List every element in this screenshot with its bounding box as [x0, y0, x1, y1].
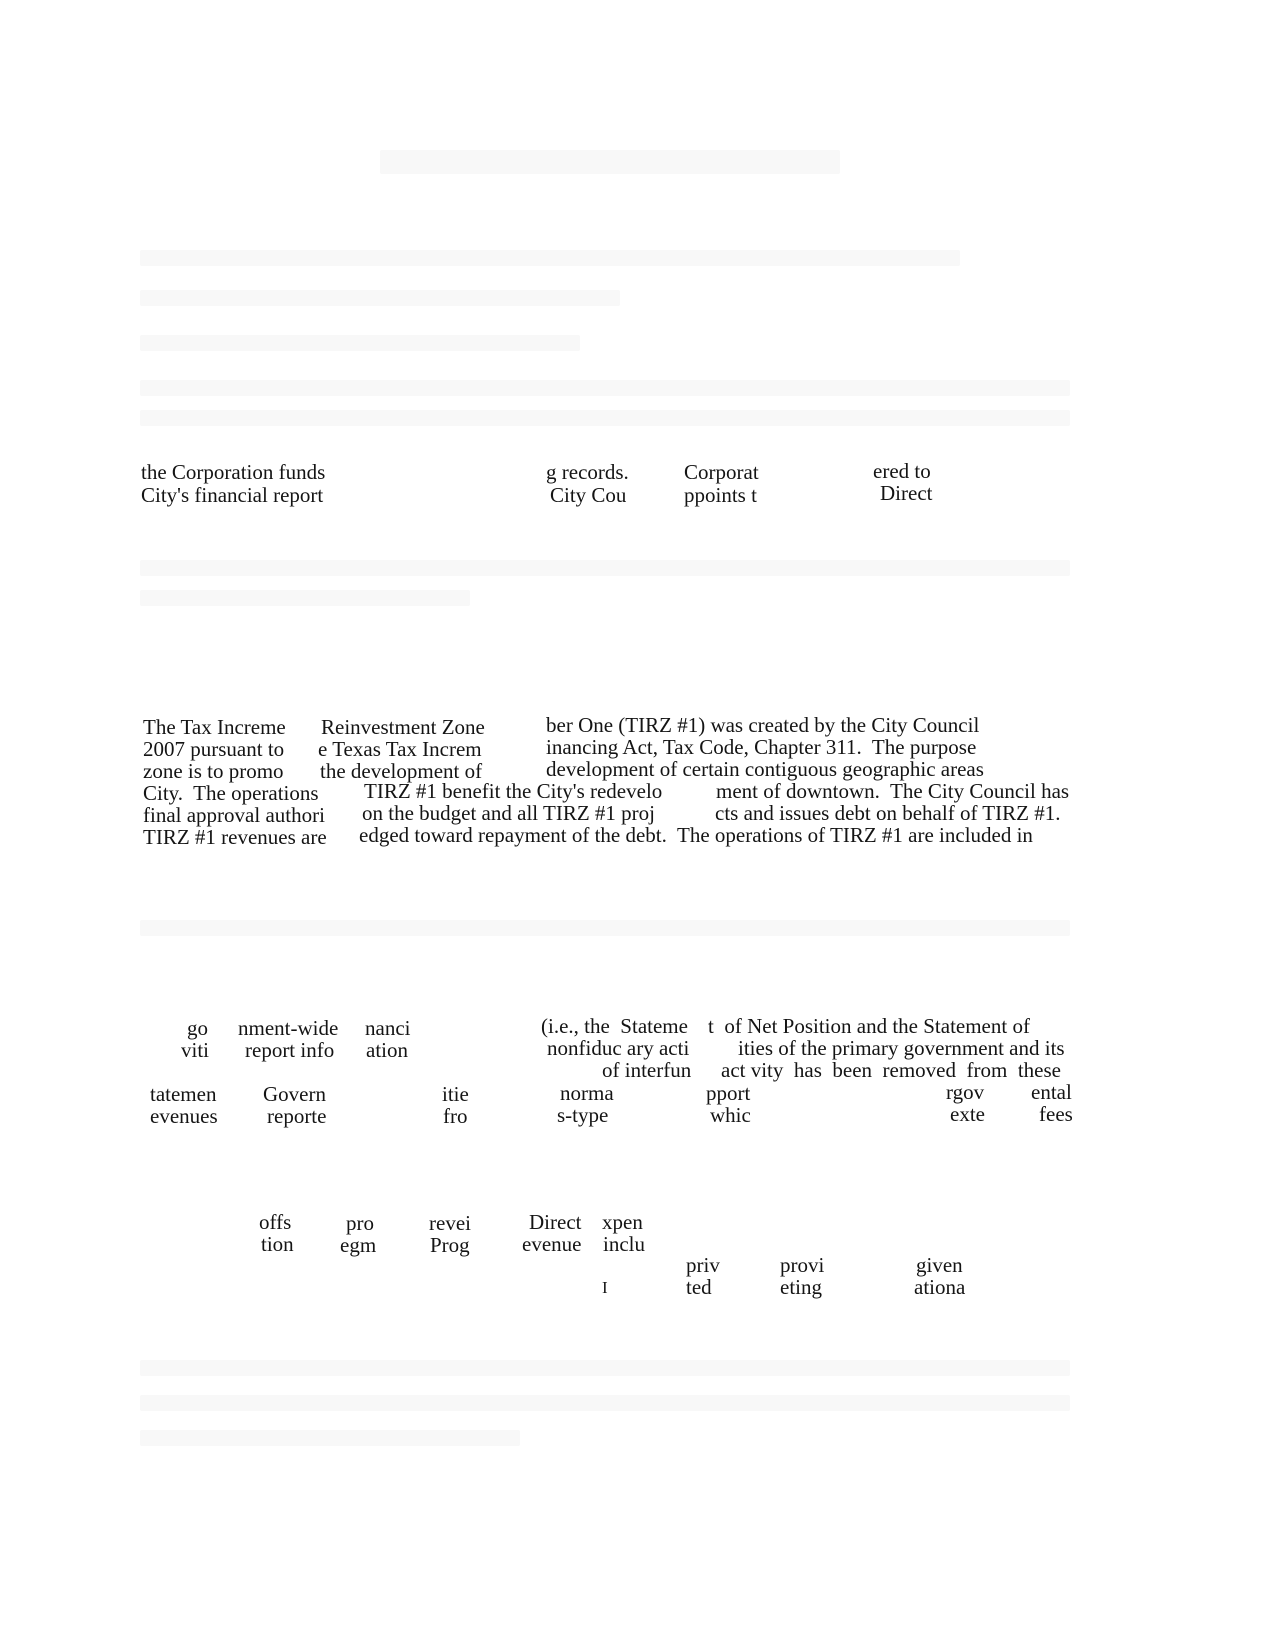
text-fragment: pport [706, 1081, 751, 1105]
text-fragment: g records. [546, 460, 629, 484]
faded-line [140, 590, 470, 606]
text-fragment: Direct [529, 1210, 582, 1234]
text-fragment: s-type [557, 1103, 609, 1127]
text-fragment: TIRZ #1 revenues are [143, 825, 327, 849]
text-fragment: go [187, 1016, 208, 1040]
text-fragment: viti [181, 1038, 210, 1062]
faded-line [140, 1360, 1070, 1376]
text-fragment: on the budget and all TIRZ #1 proj [362, 801, 655, 825]
faded-line [140, 1430, 520, 1446]
text-fragment: revei [429, 1211, 471, 1235]
text-fragment: ationa [914, 1275, 966, 1299]
faded-heading [380, 150, 840, 174]
text-fragment: ted [686, 1275, 712, 1299]
text-fragment: City. The operations [143, 781, 319, 805]
text-fragment: evenue [522, 1232, 582, 1256]
text-fragment: ation [366, 1038, 408, 1062]
text-fragment: (i.e., the Stateme [541, 1014, 688, 1038]
text-fragment: ber One (TIRZ #1) was created by the City Council [546, 713, 980, 737]
text-fragment: exte [950, 1102, 985, 1126]
text-fragment: eting [780, 1275, 822, 1299]
text-fragment: final approval authori [143, 803, 325, 827]
text-fragment: reporte [267, 1104, 327, 1128]
text-fragment: xpen [602, 1210, 643, 1234]
text-fragment: nanci [365, 1016, 411, 1040]
text-fragment: edged toward repayment of the debt. The operations of TIRZ #1 are included in [359, 823, 1033, 847]
text-fragment: ment of downtown. The City Council has [716, 779, 1070, 803]
text-fragment: City's financial report [141, 483, 324, 507]
text-fragment: norma [560, 1081, 614, 1105]
faded-line [140, 410, 1070, 426]
text-fragment: development of certain contiguous geographic areas [546, 757, 984, 781]
text-fragment: t of Net Position and the Statement of [708, 1014, 1030, 1038]
text-fragment: The Tax Increme [143, 715, 286, 739]
text-fragment: fro [443, 1104, 468, 1128]
text-fragment: whic [710, 1103, 751, 1127]
faded-line [140, 380, 1070, 396]
text-fragment: the development of [320, 759, 483, 783]
text-fragment: ental [1031, 1080, 1072, 1104]
text-fragment: City Cou [550, 483, 627, 507]
text-fragment: priv [686, 1253, 720, 1277]
text-fragment: ities of the primary government and its [738, 1036, 1065, 1060]
text-fragment: e Texas Tax Increm [318, 737, 482, 761]
text-fragment: given [916, 1253, 963, 1277]
text-fragment: rgov [946, 1080, 985, 1104]
faded-line [140, 560, 1070, 576]
text-fragment: 2007 pursuant to [143, 737, 285, 761]
text-fragment: provi [780, 1253, 825, 1277]
text-fragment: of interfun [602, 1058, 692, 1082]
text-fragment: TIRZ #1 benefit the City's redevelo [364, 779, 663, 803]
text-fragment: fees [1039, 1102, 1073, 1126]
text-fragment: cts and issues debt on behalf of TIRZ #1. [715, 801, 1061, 825]
text-fragment: inancing Act, Tax Code, Chapter 311. The purpose [546, 735, 977, 759]
faded-line [140, 250, 960, 266]
text-fragment: inclu [603, 1232, 645, 1256]
text-fragment: egm [340, 1233, 377, 1257]
text-fragment: zone is to promo [143, 759, 284, 783]
faded-line [140, 920, 1070, 936]
text-fragment: Corporat [684, 460, 759, 484]
text-fragment: offs [259, 1210, 292, 1234]
text-fragment: nonfiduc ary acti [547, 1036, 690, 1060]
faded-line [140, 1395, 1070, 1411]
faded-line [140, 290, 620, 306]
text-fragment: tatemen [150, 1082, 217, 1106]
text-fragment: pro [346, 1211, 374, 1235]
text-fragment: ppoints t [684, 483, 757, 507]
text-fragment: the Corporation funds [141, 460, 326, 484]
text-fragment: nment-wide [238, 1016, 339, 1040]
faded-line [140, 335, 580, 351]
text-fragment: act vity has been removed from these [721, 1058, 1061, 1082]
text-fragment: I [602, 1278, 608, 1297]
text-fragment: evenues [150, 1104, 218, 1128]
text-fragment: report info [245, 1038, 335, 1062]
text-fragment: ered to [873, 459, 931, 483]
text-fragment: Prog [430, 1233, 470, 1257]
text-fragment: Direct [880, 481, 933, 505]
text-fragment: Reinvestment Zone [321, 715, 485, 739]
text-fragment: Govern [263, 1082, 326, 1106]
text-fragment: tion [261, 1232, 294, 1256]
text-fragment: itie [442, 1082, 469, 1106]
